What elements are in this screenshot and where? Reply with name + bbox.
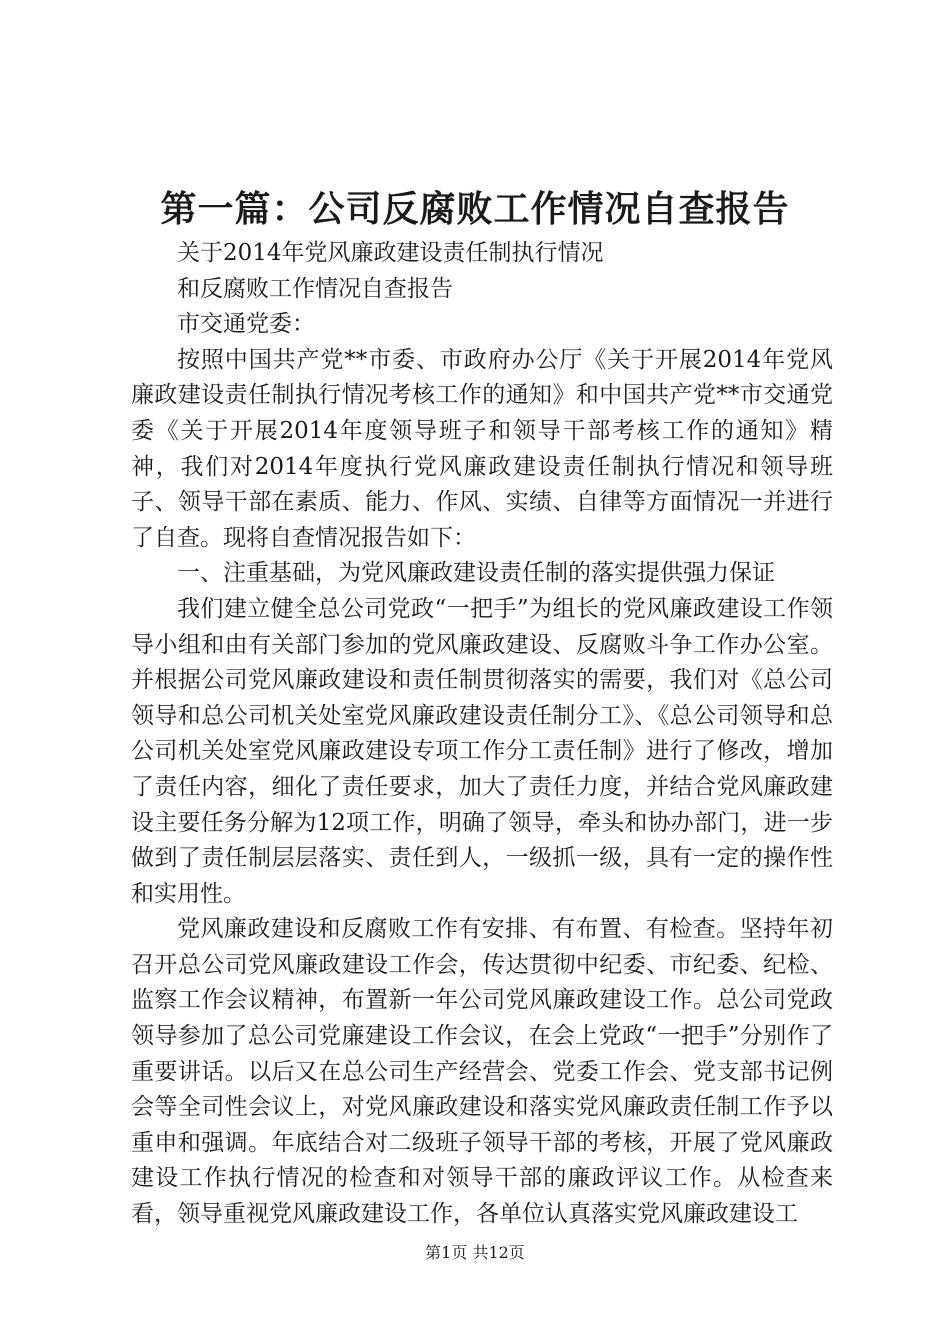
document-body (131, 236, 833, 1233)
paragraph-leadership: 我们建立健全总公司党政“一把手”为组长的党风廉政建设工作领导小组和由有关部门参加的党风廉政建设、反腐败斗争工作办公室。并根据公司党风廉政建设和责任制贯彻落实的需要，我们对《总公司领导和总公司机关处室党风廉政建设责任制分工》、《总公司领导和总公司机关处室党风廉政建设专项工作分工责任制》进行了修改，增加了责任内容，细化了责任要求，加大了责任力度，并结合党风廉政建设主要任务分解为12项工作，明确了领导，牵头和协办部门，进一步做到了责任制层层落实、责任到人，一级抓一级，具有一定的操作性和实用性。 (131, 595, 833, 907)
section-heading-1: 一、注重基础，为党风廉政建设责任制的落实提供强力保证 (177, 560, 775, 587)
subtitle-line-2: 和反腐败工作情况自查报告 (177, 275, 453, 302)
subtitle-line-1: 关于2014年党风廉政建设责任制执行情况 (177, 240, 604, 266)
page-number-footer: 第1页 共12页 (425, 1243, 525, 1262)
salutation: 市交通党委： (177, 311, 315, 338)
paragraph-intro: 按照中国共产党**市委、市政府办公厅《关于开展2014年党风廉政建设责任制执行情况考核工作的通知》和中国共产党**市交通党委《关于开展2014年度领导班子和领导干部考核工作的通知》精神，我们对2014年度执行党风廉政建设责任制执行情况和领导班子、领导干部在素质、能力、作风、实绩、自律等方面情况一并进行了自查。现将自查情况报告如下： (131, 346, 833, 551)
document-title: 第一篇：公司反腐败工作情况自查报告 (160, 188, 790, 230)
paragraph-arrangement: 党风廉政建设和反腐败工作有安排、有布置、有检查。坚持年初召开总公司党风廉政建设工作会，传达贯彻中纪委、市纪委、纪检、监察工作会议精神，布置新一年公司党风廉政建设工作。总公司党政领导参加了总公司党廉建设工作会议，在会上党政“一把手”分别作了重要讲话。以后又在总公司生产经营会、党委工作会、党支部书记例会等全司性会议上，对党风廉政建设和落实党风廉政责任制工作予以重申和强调。年底结合对二级班子领导干部的考核，开展了党风廉政建设工作执行情况的检查和对领导干部的廉政评议工作。从检查来看，领导重视党风廉政建设工作，各单位认真落实党风廉政建设工 (131, 916, 833, 1228)
